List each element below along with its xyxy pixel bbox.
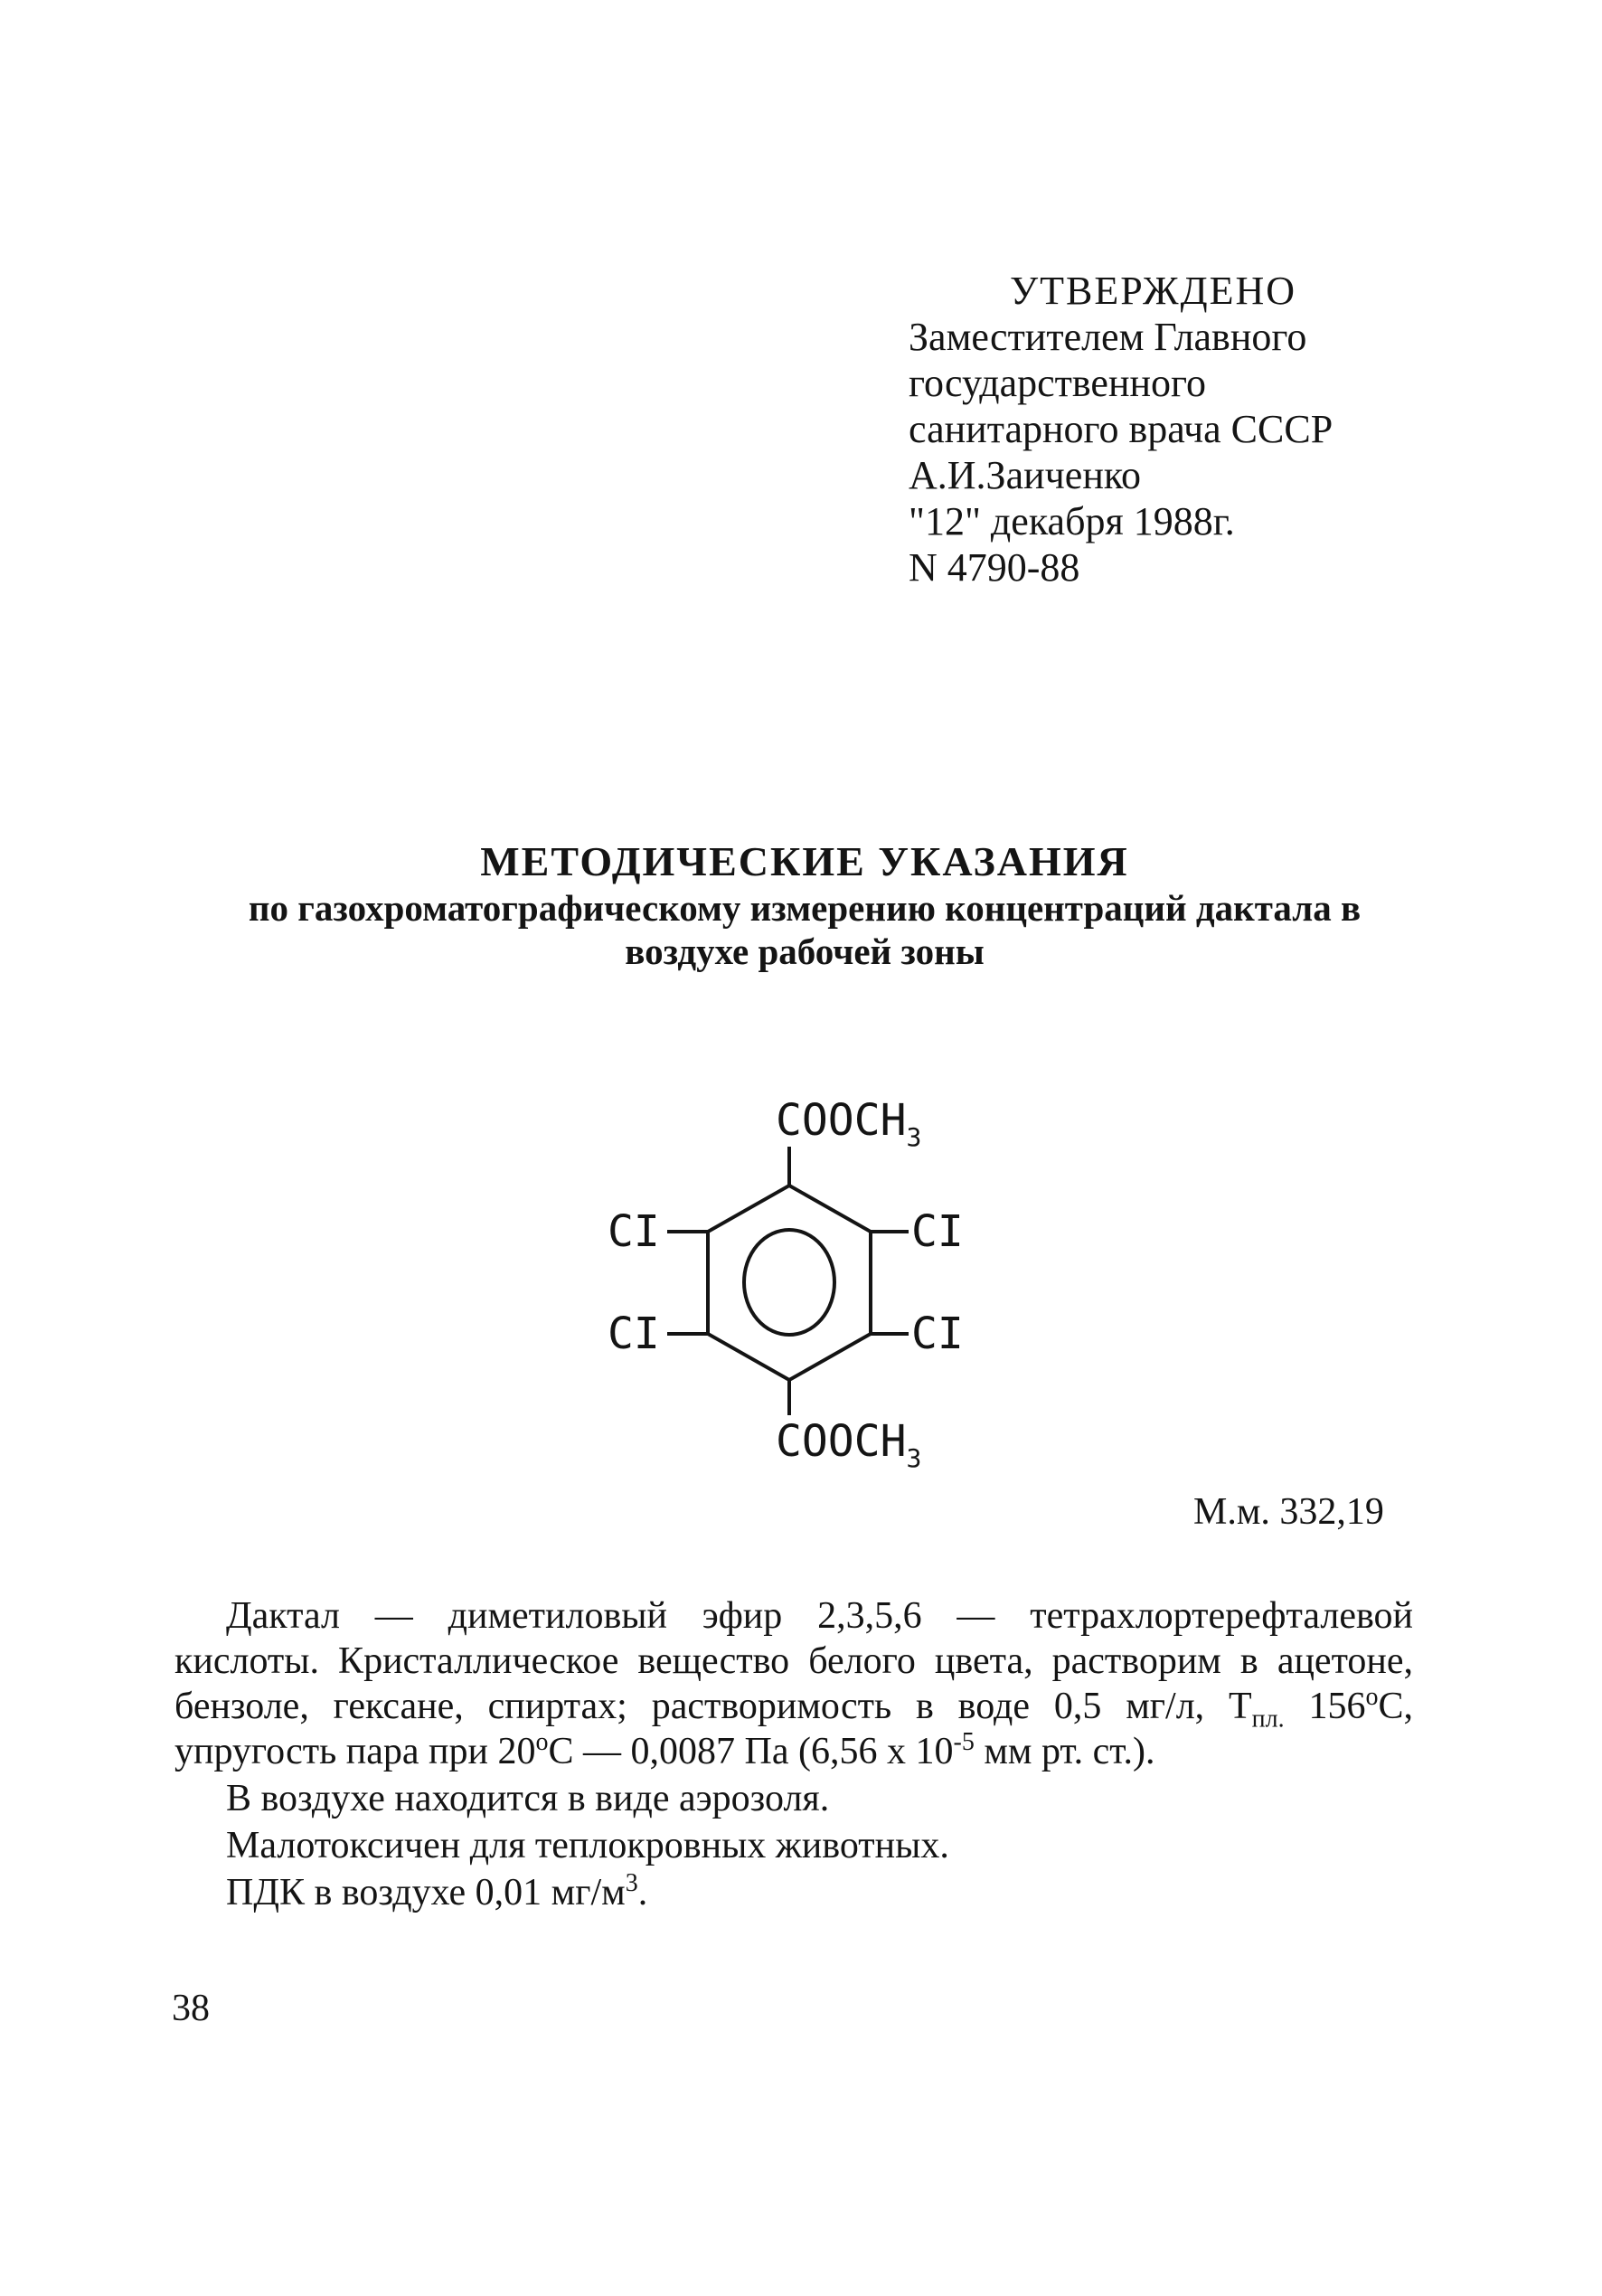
- document-subtitle-line1: по газохроматографическому измерению концентраций дактала в: [248, 887, 1362, 929]
- left-bottom-chlorine-label: CI: [608, 1309, 660, 1359]
- approval-title: УТВЕРЖДЕНО: [1010, 269, 1297, 313]
- description-text: [174, 1593, 1413, 1915]
- molecular-weight: М.м. 332,19: [1193, 1491, 1384, 1533]
- approval-number: N 4790-88: [909, 545, 1080, 590]
- approval-position-line2: государственного: [909, 361, 1206, 405]
- document-subtitle-line2: воздухе рабочей зоны: [625, 931, 985, 972]
- approval-block: [909, 268, 1469, 591]
- benzene-ring: [708, 1186, 871, 1380]
- approval-signatory: А.И.Заиченко: [909, 453, 1142, 497]
- description-paragraph-toxicity: Малотоксичен для теплокровных животных.: [226, 1825, 949, 1866]
- left-top-chlorine-label: CI: [608, 1206, 660, 1257]
- aromatic-circle: [744, 1230, 834, 1335]
- document-title: МЕТОДИЧЕСКИЕ УКАЗАНИЯ: [480, 838, 1129, 884]
- bottom-ester-group-label: $COOCH_3$: [776, 1416, 922, 1473]
- right-top-chlorine-label: CI: [911, 1206, 964, 1257]
- right-bottom-chlorine-label: CI: [911, 1309, 964, 1359]
- page-number: 38: [172, 1988, 210, 2029]
- description-paragraph-properties: Дактал — диметиловый эфир 2,3,5,6 — тетрахлортерефталевой кислоты. Кристаллическое вещество белого цвета, растворим в ацетоне, бензоле, гексане, спиртах; растворимость в воде 0,5 мг/л, $Т_{пл.}$ $156^оС$, упругость пара при $20^оС$ — 0,0087 Па (6,56 x $10^{-5}$ мм рт. ст.).: [174, 1595, 1414, 1772]
- description-paragraph-aerosol: В воздухе находится в виде аэрозоля.: [226, 1778, 830, 1819]
- approval-position-line3: санитарного врача СССР: [909, 407, 1333, 451]
- approval-position-line1: Заместителем Главного: [909, 315, 1307, 359]
- chemical-structure-diagram: [579, 1090, 1013, 1488]
- document-heading: [136, 837, 1474, 973]
- approval-date: "12" декабря 1988г.: [909, 499, 1235, 543]
- top-ester-group-label: $COOCH_3$: [776, 1095, 922, 1152]
- description-paragraph-mac: ПДК в воздухе 0,01 $мг/м^3$.: [226, 1869, 648, 1913]
